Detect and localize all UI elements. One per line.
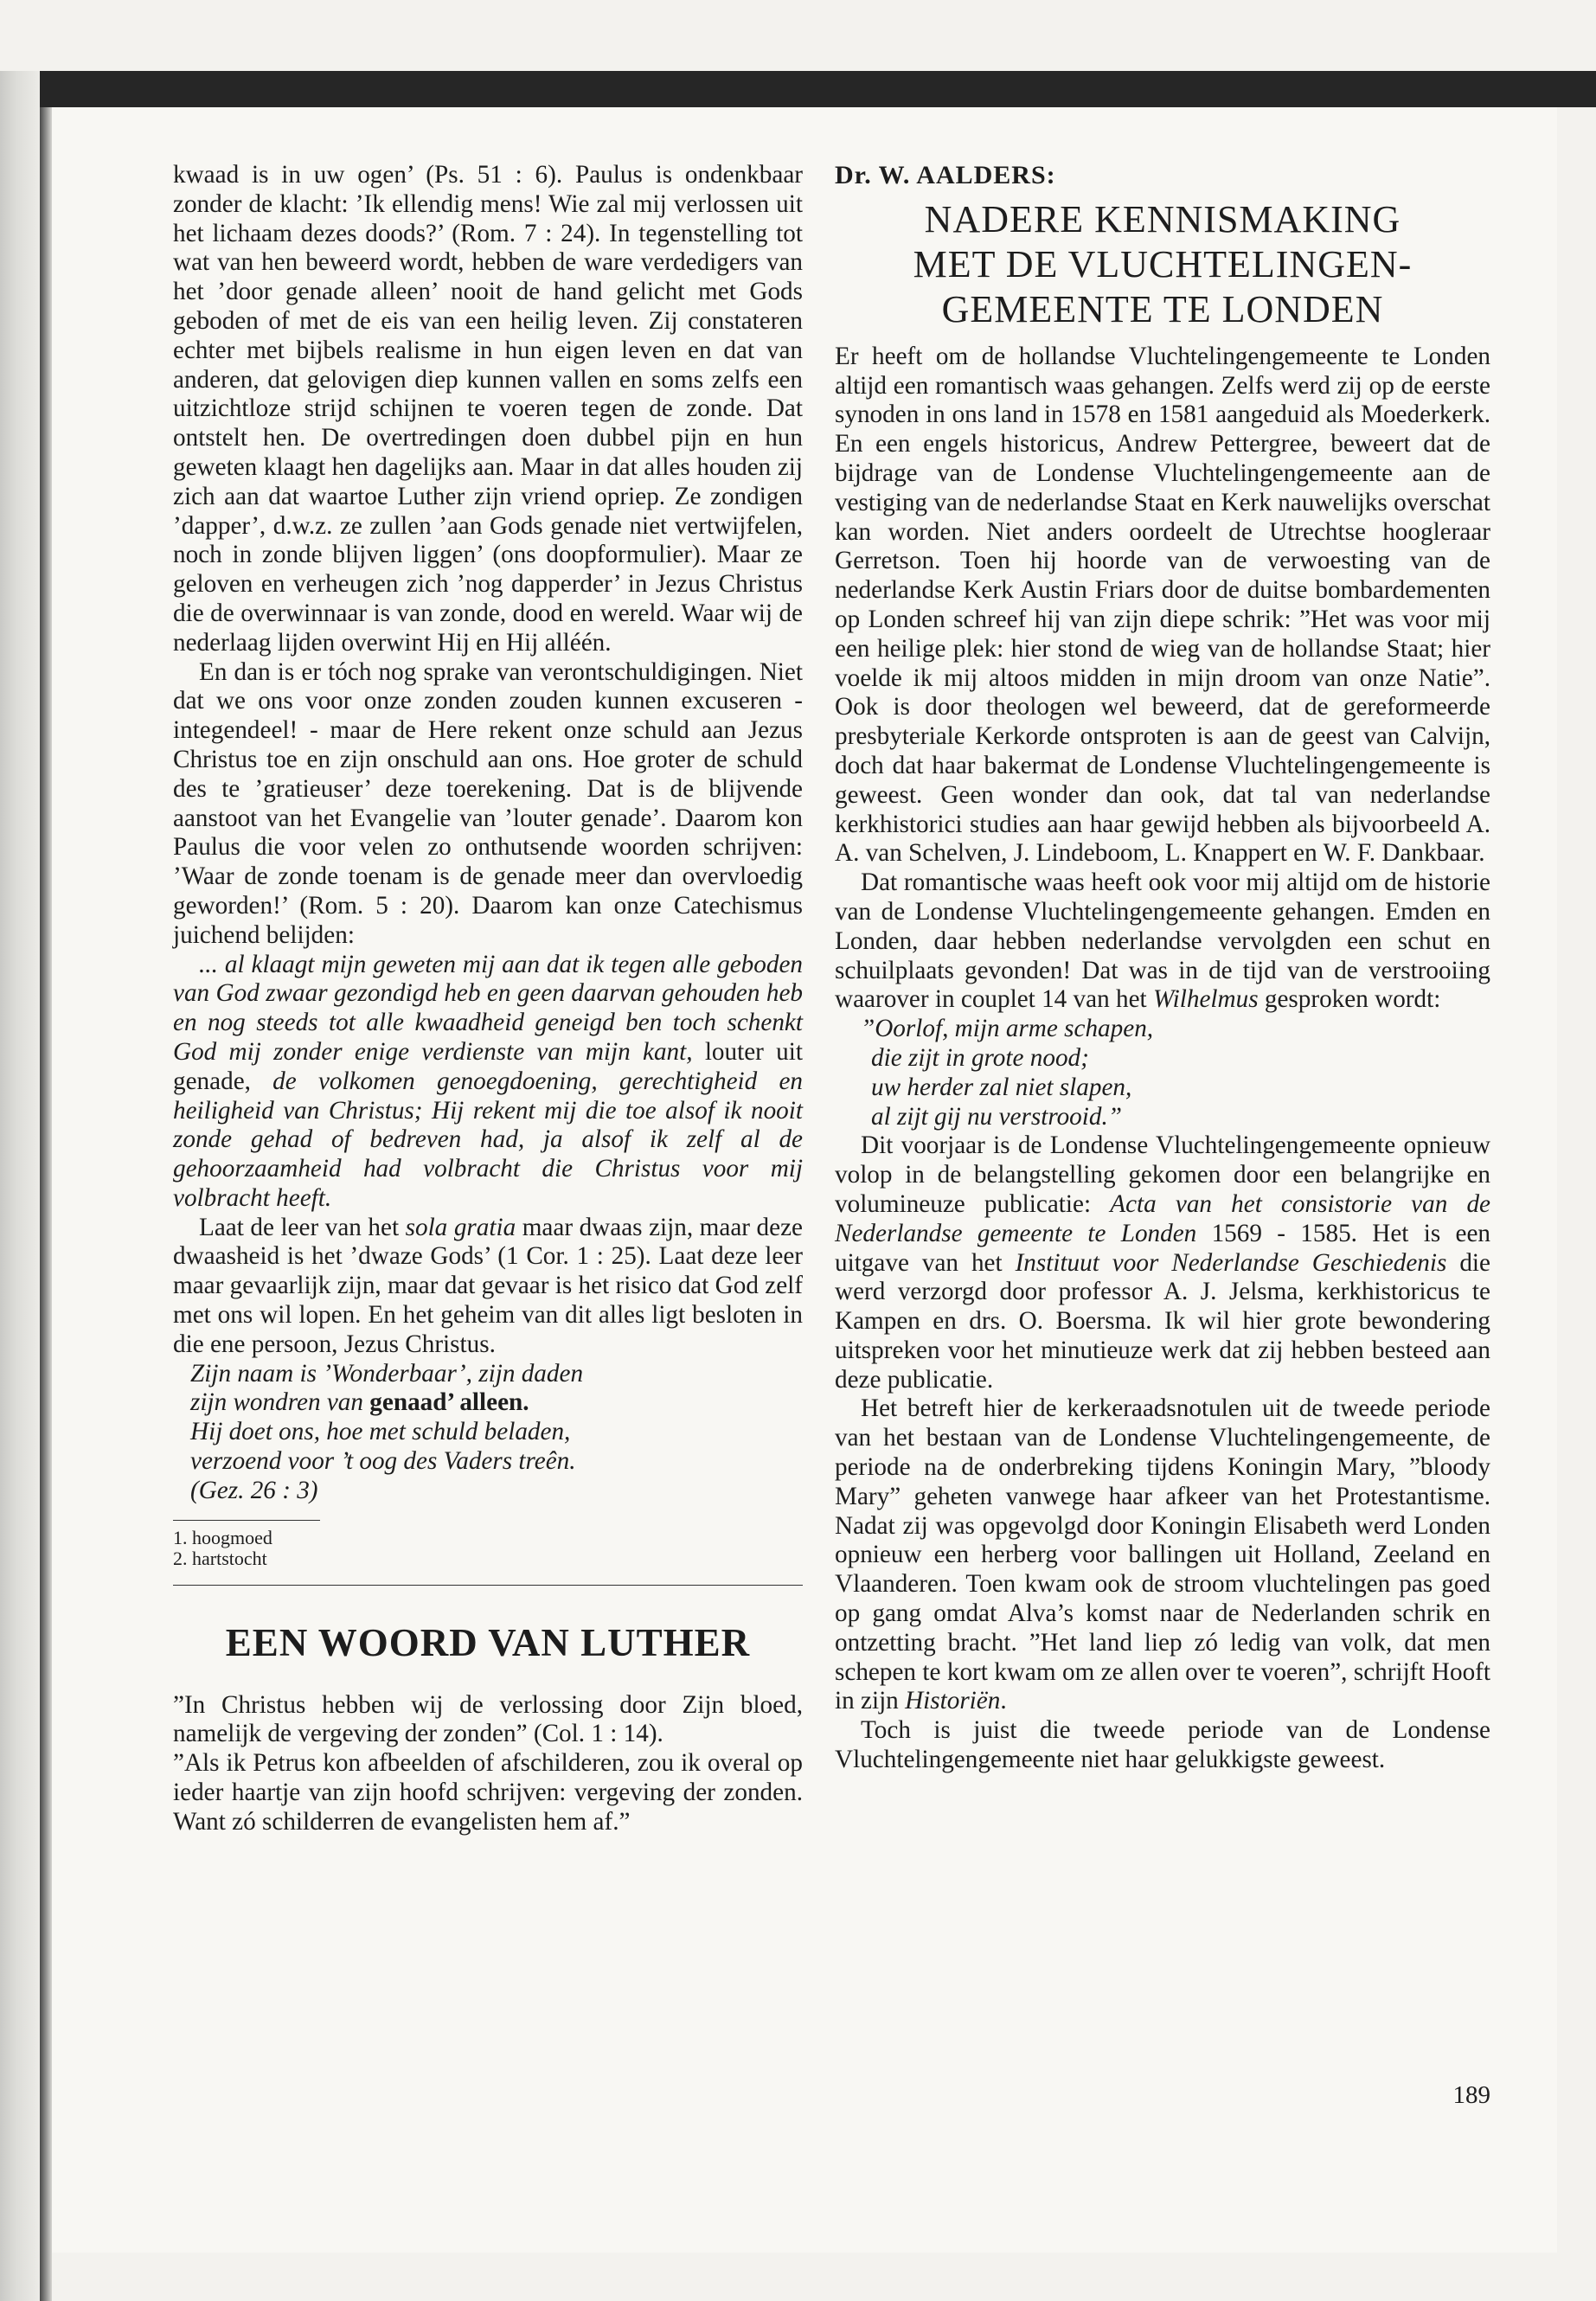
text: die werd verzorgd door professor A. J. Jelsma, kerkhistoricus te Kampen en drs. O. Boersma. Ik wil hier grote bewondering uitspreken voor het minutieuze werk dat zij hebben besteed aan deze publicatie. (835, 1248, 1490, 1394)
quote-roman: louter uit genade, (173, 1037, 803, 1095)
paragraph: ”In Christus hebben wij de verlossing door Zijn bloed, namelijk de vergeving der zonden” (Col. 1 : 14). (173, 1690, 803, 1748)
hymn-reference: (Gez. 26 : 3) (190, 1476, 318, 1504)
text-italic: Instituut voor Nederlandse Geschiedenis (1015, 1248, 1447, 1277)
scan-left-edge (0, 71, 40, 2301)
paragraph (835, 1131, 1490, 1394)
title-line: NADERE KENNISMAKING (924, 197, 1401, 240)
verse-line: die zijt in grote nood; (871, 1043, 1089, 1072)
paragraph: Toch is juist die tweede periode van de Londense Vluchtelingengemeente niet haar gelukkigste geweest. (835, 1716, 1490, 1774)
article-title (835, 197, 1490, 332)
footnote: 1. hoogmoed (173, 1526, 272, 1548)
text: maar dwaas zijn, maar deze dwaasheid is het ’dwaze Gods’ (1 Cor. 1 : 25). Laat deze leer maar gevaarlijk zijn, maar dat gevaar is het risico dat God zelf met ons wil lopen. En het geheim van dit alles ligt besloten in die ene persoon, Jezus Christus. (173, 1213, 803, 1358)
text: . (1000, 1687, 1007, 1715)
text: 1569 - 1585. Het is een uitgave van het (835, 1219, 1490, 1277)
hymn-line: verzoend voor ’t oog des Vaders treên. (190, 1447, 576, 1476)
page-gutter-shadow (40, 107, 52, 2301)
text: Dat romantische waas heeft ook voor mij altijd om de historie van de Londense Vluchtelingengemeente gehangen. Emden en Londen, daar hebben nederlandse vervolgden een schut en schuilplaats gevonden! Dat was in de tijd van de verstrooiing waarover in couplet 14 van het (835, 868, 1490, 1014)
left-column (173, 161, 803, 1837)
hymn-line: Zijn naam is ’Wonderbaar’, zijn daden (190, 1359, 584, 1388)
quote-italic: de volkomen genoegdoening, gerechtigheid en heiligheid van Christus; Hij rekent mij die toe alsof ik nooit zonde gehad of bedreven had, ja alsof ik zelf al de gehoorzaamheid had volbracht die Christus voor mij volbracht heeft. (173, 1067, 803, 1212)
text: Het betreft hier de kerkeraadsnotulen uit de tweede periode van het bestaan van de Londense Vluchtelingengemeente, de periode na de onderbreking tijdens Koningin Mary, ”bloody Mary” geheten vanwege haar afkeer van het Protestantisme. Nadat zij was opgevolgd door Koningin Elisabeth werd Londen opnieuw een herberg voor ballingen uit Holland, Zeeland en Vlaanderen. Toen kwam ook de stroom vluchtelingen pas goed op gang omdat Alva’s komst naar de Nederlanden schrik en ontzetting bracht. ”Het land liep zó ledig van volk, dat men schepen te kort kwam om ze allen over te voeren”, schrijft Hooft in zijn (835, 1394, 1490, 1715)
text: gesproken wordt: (1258, 985, 1441, 1014)
verse-line: uw herder zal niet slapen, (871, 1073, 1132, 1101)
paragraph-sola-gratia (173, 1214, 803, 1360)
quote-italic: ... al klaagt mijn geweten mij aan dat ik tegen alle geboden van God zwaar gezondigd heb en geen daarvan gehouden heb en nog steeds tot alle kwaadheid geneigd ben toch schenkt God mij zonder enige verdienste van mijn kant, (173, 950, 803, 1066)
page-number: 189 (1452, 2081, 1490, 2109)
text-italic: Historiën (905, 1687, 1001, 1715)
title-line: MET DE VLUCHTELINGEN- (913, 242, 1413, 285)
wilhelmus-quote (835, 1015, 1490, 1131)
text: Dit voorjaar is de Londense Vluchtelingengemeente opnieuw volop in de belangstelling gekomen door een belangrijke en volumineuze publicatie: (835, 1131, 1490, 1218)
verse-line: ”Oorlof, mijn arme schapen, (861, 1015, 1154, 1043)
hymn-quote (173, 1360, 803, 1506)
section-divider (173, 1585, 803, 1586)
catechism-quote (173, 951, 803, 1214)
paragraph (835, 1394, 1490, 1716)
hymn-text: zijn wondren van (190, 1388, 370, 1417)
paragraph: kwaad is in uw ogen’ (Ps. 51 : 6). Paulus is ondenkbaar zonder de klacht: ’Ik ellendig mens! Wie zal mij verlossen uit het lichaam dezes doods?’ (Rom. 7 : 24). In tegenstelling tot wat van hen beweerd wordt, hebben de ware verdedigers van het ’door genade alleen’ nooit de hand gelicht met Gods geboden of met de eis van een heilig leven. Zij constateren echter met bijbels realisme in hun eigen leven en dat van anderen, dat gelovigen diep kunnen vallen en soms zelfs een uitzichtloze strijd schijnen te voeren tegen de zonde. Dat ontstelt hen. De overtredingen doen dubbel pijn en hun geweten klaagt hen dagelijks aan. Maar in dat alles houden zij zich aan dat waartoe Luther zijn vriend opriep. Ze zondigen ’dapper’, d.w.z. ze zullen ’aan Gods genade niet vertwijfelen, noch in zonde blijven liggen’ (ons doopformulier). Maar ze geloven en verheugen zich ’nog dapperder’ in Jezus Christus die de overwinnaar is van zonde, dood en wereld. Waar wij de nederlaag lijden overwint Hij en Hij alléén. (173, 161, 803, 657)
verse-line: al zijt gij nu verstrooid.” (871, 1102, 1123, 1131)
text: Laat de leer van het (199, 1213, 406, 1241)
author-name: Dr. W. AALDERS: (835, 161, 1056, 189)
paragraph: Er heeft om de hollandse Vluchtelingengemeente te Londen altijd een romantisch waas gehangen. Zelfs werd zij op de eerste synoden in ons land in 1578 en 1581 aangeduid als Moederkerk. En een engels historicus, Andrew Pettergree, beweert dat de bijdrage van de Londense Vluchtelingengemeente aan de vestiging van de nederlandse Staat en Kerk nauwelijks overschat kan worden. Niet anders oordeelt de Utrechtse hoogleraar Gerretson. Toen hij hoorde van de verwoesting van de nederlandse Kerk Austin Friars door de duitse bombardementen op Londen schreef hij van zijn diepe schrik: ”Het was voor mij een heilige plek: hier stond de wieg van de hollandse Staat; hier voelde ik mij altoos midden in mijn droom van onze Natie”. Ook is door theologen wel beweerd, dat de gereformeerde presbyteriale Kerkorde ontsproten is aan de geest van Calvijn, doch dat haar bakermat de Londense Vluchtelingengemeente is geweest. Geen wonder dan ook, dat tal van nederlandse kerkhistorici studies aan haar gewijd hebben als bijvoorbeeld A. A. van Schelven, J. Lindeboom, L. Knappert en W. F. Dankbaar. (835, 342, 1490, 868)
paragraph (835, 868, 1490, 1015)
hymn-line: Hij doet ons, hoe met schuld beladen, (190, 1418, 571, 1446)
hymn-line (190, 1388, 803, 1418)
hymn-bold: genaad’ alleen. (369, 1388, 529, 1417)
title-line: GEMEENTE TE LONDEN (941, 287, 1384, 330)
right-column (835, 161, 1490, 1775)
footnote-rule (173, 1520, 320, 1521)
text-italic: Wilhelmus (1152, 985, 1259, 1014)
text-italic: sola gratia (405, 1213, 516, 1241)
footnotes (173, 1528, 803, 1569)
luther-heading: EEN WOORD VAN LUTHER (225, 1620, 751, 1664)
text-italic: Acta van het consistorie van de Nederlandse gemeente te Londen (835, 1189, 1490, 1247)
footnote: 2. hartstocht (173, 1547, 267, 1569)
scan-top-band (0, 71, 1596, 107)
paragraph: En dan is er tóch nog sprake van verontschuldigingen. Niet dat we ons voor onze zonden zouden kunnen excuseren - integendeel! - maar de Here rekent onze schuld aan Jezus Christus toe en zijn onschuld aan ons. Hoe groter de schuld des te ’gratieuser’ deze toerekening. Dat is de blijvende aanstoot van het Evangelie van ’louter genade’. Daarom kon Paulus die voor velen zo onthutsende woorden schrijven: ’Waar de zonde toenam is de genade meer dan overvloedig geworden!’ (Rom. 5 : 20). Daarom kan onze Catechismus juichend belijden: (173, 657, 803, 949)
paragraph: ”Als ik Petrus kon afbeelden of afschilderen, zou ik overal op ieder haartje van zijn hoofd schrijven: vergeving der zonden. Want zó schilderren de evangelisten hem af.” (173, 1749, 803, 1836)
